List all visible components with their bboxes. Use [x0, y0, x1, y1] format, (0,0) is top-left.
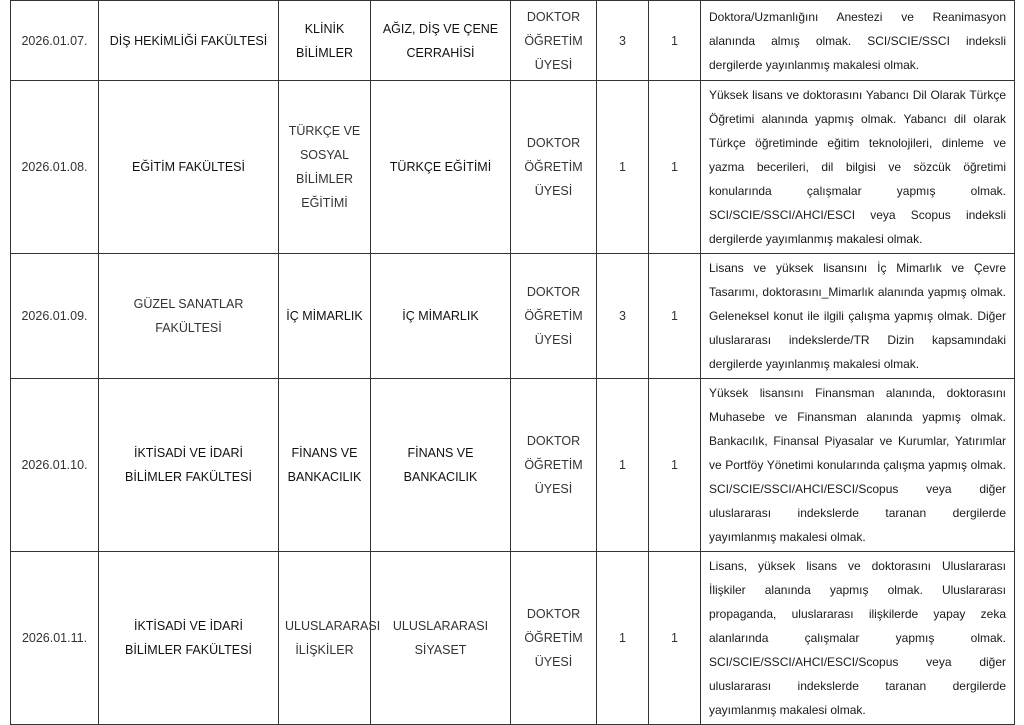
department-cell: KLİNİK BİLİMLER [279, 1, 371, 81]
title-cell: DOKTOR ÖĞRETİM ÜYESİ [511, 1, 597, 81]
requirement-cell: Lisans, yüksek lisans ve doktorasını Uluslararası İlişkiler alanında yapmış olmak. Uluslararası propaganda, uluslararası ilişkilerde yapay zeka alanlarında çalışmalar yapmış olmak. SCI/SCIE/SSCI/AHCI/ESCI/Scopus veya diğer uluslararası indekslerde taranan dergilerde yayımlanmış makalesi olmak. [701, 552, 1015, 725]
quota-cell: 1 [649, 552, 701, 725]
program-cell: TÜRKÇE EĞİTİMİ [371, 81, 511, 254]
title-cell: DOKTOR ÖĞRETİM ÜYESİ [511, 81, 597, 254]
faculty-cell: GÜZEL SANATLAR FAKÜLTESİ [99, 254, 279, 379]
department-cell: ULUSLARARASI İLİŞKİLER [279, 552, 371, 725]
quota-cell: 1 [649, 81, 701, 254]
faculty-cell: İKTİSADİ VE İDARİ BİLİMLER FAKÜLTESİ [99, 552, 279, 725]
table-row [11, 552, 1015, 725]
table-row [11, 81, 1015, 254]
count-cell: 3 [597, 254, 649, 379]
positions-table [10, 0, 1015, 725]
quota-cell: 1 [649, 254, 701, 379]
document-page [10, 0, 1014, 725]
program-cell: AĞIZ, DİŞ VE ÇENE CERRAHİSİ [371, 1, 511, 81]
requirement-cell: Doktora/Uzmanlığını Anestezi ve Reanimasyon alanında almış olmak. SCI/SCIE/SSCI indeksli dergilerde yayınlanmış makalesi olmak. [701, 1, 1015, 81]
count-cell: 1 [597, 552, 649, 725]
table-row [11, 379, 1015, 552]
table-row [11, 1, 1015, 81]
program-cell: İÇ MİMARLIK [371, 254, 511, 379]
department-cell: TÜRKÇE VE SOSYAL BİLİMLER EĞİTİMİ [279, 81, 371, 254]
title-cell: DOKTOR ÖĞRETİM ÜYESİ [511, 552, 597, 725]
count-cell: 3 [597, 1, 649, 81]
table-row [11, 254, 1015, 379]
department-cell: FİNANS VE BANKACILIK [279, 379, 371, 552]
department-cell: İÇ MİMARLIK [279, 254, 371, 379]
requirement-cell: Lisans ve yüksek lisansını İç Mimarlık ve Çevre Tasarımı, doktorasını_Mimarlık alanında yapmış olmak. Geleneksel konut ile ilgili çalışma yapmış olmak. Diğer uluslararası indekslerde/TR Dizin kapsamındaki dergilerde yayınlanmış makalesi olmak. [701, 254, 1015, 379]
requirement-cell: Yüksek lisans ve doktorasını Yabancı Dil Olarak Türkçe Öğretimi alanında yapmış olmak. Yabancı dil olarak Türkçe öğretiminde eğitim teknolojileri, dinleme ve yazma becerileri, dil bilgisi ve sözcük öğretimi konularında çalışmalar yapmış olmak. SCI/SCIE/SSCI/AHCI/ESCI veya Scopus indeksli dergilerde yayımlanmış makalesi olmak. [701, 81, 1015, 254]
code-cell: 2026.01.08. [11, 81, 99, 254]
code-cell: 2026.01.07. [11, 1, 99, 81]
quota-cell: 1 [649, 1, 701, 81]
count-cell: 1 [597, 81, 649, 254]
code-cell: 2026.01.11. [11, 552, 99, 725]
code-cell: 2026.01.09. [11, 254, 99, 379]
program-cell: ULUSLARARASI SİYASET [371, 552, 511, 725]
faculty-cell: İKTİSADİ VE İDARİ BİLİMLER FAKÜLTESİ [99, 379, 279, 552]
requirement-cell: Yüksek lisansını Finansman alanında, doktorasını Muhasebe ve Finansman alanında yapmış olmak. Bankacılık, Finansal Piyasalar ve Kurumlar, Yatırımlar ve Portföy Yönetimi konularında çalışma yapmış olmak. SCI/SCIE/SSCI/AHCI/ESCI/Scopus veya diğer uluslararası indekslerde taranan dergilerde yayımlanmış makalesi olmak. [701, 379, 1015, 552]
title-cell: DOKTOR ÖĞRETİM ÜYESİ [511, 254, 597, 379]
quota-cell: 1 [649, 379, 701, 552]
title-cell: DOKTOR ÖĞRETİM ÜYESİ [511, 379, 597, 552]
code-cell: 2026.01.10. [11, 379, 99, 552]
count-cell: 1 [597, 379, 649, 552]
faculty-cell: EĞİTİM FAKÜLTESİ [99, 81, 279, 254]
faculty-cell: DİŞ HEKİMLİĞİ FAKÜLTESİ [99, 1, 279, 81]
program-cell: FİNANS VE BANKACILIK [371, 379, 511, 552]
